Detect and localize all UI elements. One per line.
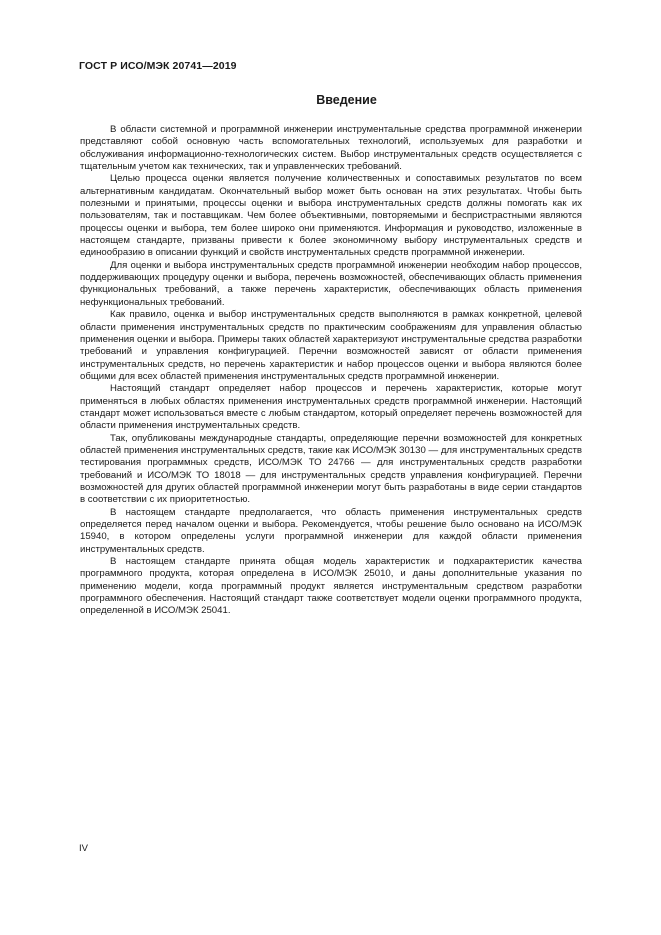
paragraph-6: Так, опубликованы международные стандарты, определяющие перечни возможностей для конкретных областей применения инструментальных средств, такие как ИСО/МЭК 30130 — для инструментальных средств тестирования программных средств, ИСО/МЭК ТО 24766 — для инструментальных средств разработки требований и ИСО/МЭК ТО 18018 — для инструментальных средств управления конфигурацией. Перечни возможностей для других областей программной инженерии могут быть разработаны в виде серии стандартов в соответствии с их приоритетностью. bbox=[80, 432, 582, 506]
paragraph-5: Настоящий стандарт определяет набор процессов и перечень характеристик, которые могут применяться в любых областях применения инструментальных средств программной инженерии. Настоящий стандарт может использоваться вместе с любым стандартом, который определяет перечень возможностей для области применения инструментальных средств. bbox=[80, 383, 582, 432]
document-body bbox=[80, 124, 582, 618]
paragraph-2: Целью процесса оценки является получение количественных и сопоставимых результатов по всем альтернативным кандидатам. Окончательный выбор может быть основан на этих результатах. Чтобы быть полезными и принятыми, процессы оценки и выбора инструментальных средств должны помогать как их пользователям, так и поставщикам. Чем более объективными, повторяемыми и беспристрастными являются процессы оценки и выбора, тем более широко они применяются. Информация и руководство, изложенные в настоящем стандарте, призваны привести к более экономичному выбору инструментальных средств и единообразию в описании функций и свойств инструментальных средств программной инженерии. bbox=[80, 173, 582, 259]
page-number: IV bbox=[79, 843, 88, 854]
paragraph-7: В настоящем стандарте предполагается, что область применения инструментальных средств определяется перед началом оценки и выбора. Рекомендуется, чтобы решение было основано на ИСО/МЭК 15940, в котором определены услуги программной инженерии для каждой области применения инструментальных средств. bbox=[80, 506, 582, 555]
paragraph-3: Для оценки и выбора инструментальных средств программной инженерии необходим набор процессов, поддерживающих процедуру оценки и выбора, перечень возможностей, обеспечивающих область применения функциональных требований, а также перечень характеристик, обеспечивающих область применения нефункциональных требований. bbox=[80, 259, 582, 308]
paragraph-1: В области системной и программной инженерии инструментальные средства программной инженерии представляют собой основную часть вспомогательных технологий, используемых для разработки и обслуживания информационно-технологических систем. Выбор инструментальных средств осуществляется с тщательным учетом как технических, так и управленческих требований. bbox=[80, 124, 582, 173]
section-title: Введение bbox=[316, 93, 377, 107]
paragraph-8: В настоящем стандарте принята общая модель характеристик и подхарактеристик качества программного продукта, которая определена в ИСО/МЭК 25010, и даны дополнительные указания по применению модели, когда программный продукт является инструментальным средством разработки программного обеспечения. Настоящий стандарт также соответствует модели оценки программного продукта, определенной в ИСО/МЭК 25041. bbox=[80, 556, 582, 617]
document-header: ГОСТ Р ИСО/МЭК 20741—2019 bbox=[79, 60, 237, 72]
paragraph-4: Как правило, оценка и выбор инструментальных средств выполняются в рамках конкретной, целевой области применения инструментальных средств по практическим соображениям для управления областью применения оценки и выбора. Примеры таких областей характеризуют инструментальные средства разработки требований и управления конфигурацией. Перечни возможностей зависят от области применения инструментальных средств, но перечень характеристик и набор процессов оценки и выбора являются более общими для всех областей применения инструментальных средств программной инженерии. bbox=[80, 309, 582, 382]
